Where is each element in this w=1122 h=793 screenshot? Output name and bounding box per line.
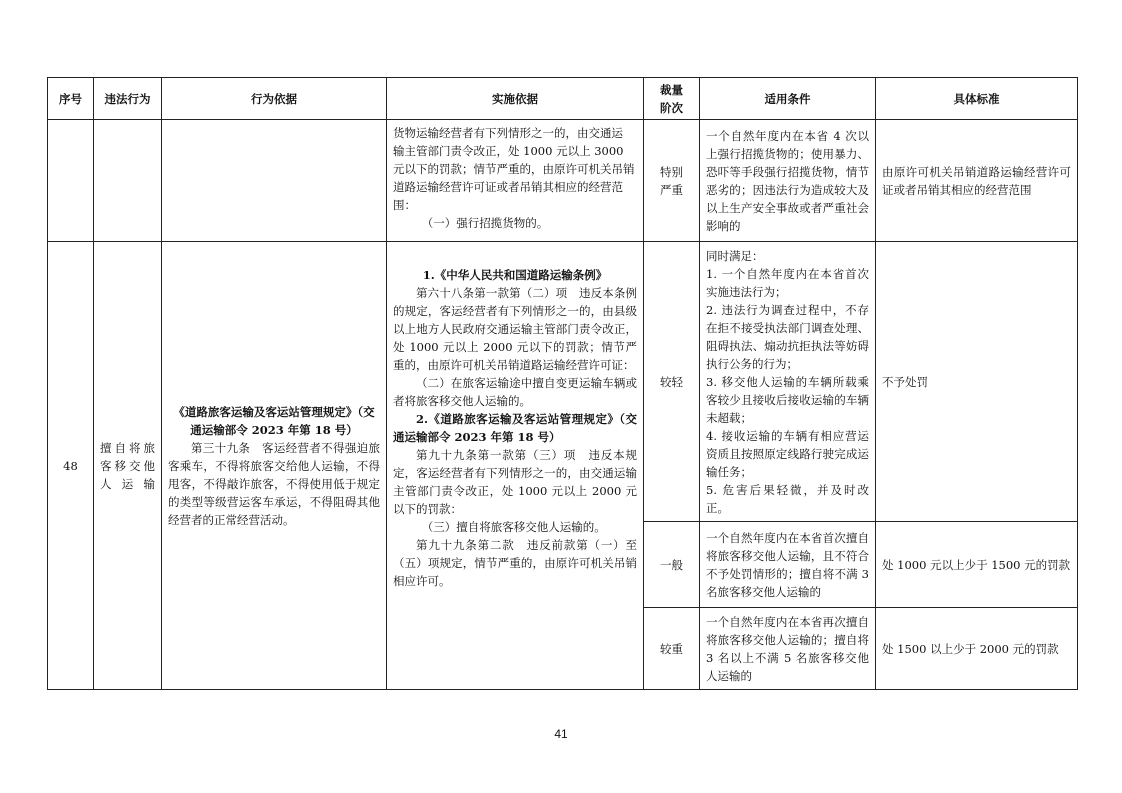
cont-impl-item: （一）强行招揽货物的。	[421, 216, 549, 230]
cont-level-text: 特别严重	[659, 164, 683, 197]
impl-text-3: 第九十九条第二款 违反前款第（一）至（五）项规定，情节严重的，由原许可机关吊销相应许可。	[393, 538, 637, 588]
impl-title-2: 2.《道路旅客运输及客运站管理规定》（交通运输部令 2023 年第 18 号）	[393, 412, 637, 444]
impl-text-1: 第六十八条第一款第（二）项 违反本条例的规定，客运经营者有下列情形之一的，由县级以上地方人民政府交通运输主管部门责令改正，处 1000 元以上 2000 元以下的罚款；情节严重的，由原许可机关吊销道路运输经营许可证：	[393, 286, 637, 372]
tier-2-condition: 一个自然年度内在本省首次擅自将旅客移交他人运输，且不符合不予处罚情形的；擅自将不满 3 名旅客移交他人运输的	[700, 522, 876, 608]
tier-2-level: 一般	[644, 522, 700, 608]
cont-no-cell	[48, 120, 94, 242]
header-row	[48, 78, 1078, 120]
tier-1-condition-line: 2. 违法行为调查过程中，不存在拒不接受执法部门调查处理、阻碍执法、煽动抗拒执法等妨碍执行公务的行为；	[706, 302, 869, 371]
cont-impl-line: 元以下的罚款；情节严重的，由原许可机关吊销	[393, 162, 635, 176]
continuation-row	[48, 120, 1078, 242]
tier-1-condition-line: 3. 移交他人运输的车辆所载乘客较少且接收后接收运输的车辆未超载；	[706, 374, 869, 425]
tier-1-condition-line: 5. 危害后果轻微，并及时改正。	[706, 482, 869, 515]
tier-1-level: 较轻	[644, 242, 700, 522]
header-level: 裁量阶次	[644, 78, 700, 120]
cont-condition-cell: 一个自然年度内在本省 4 次以上强行招揽货物的；使用暴力、恐吓等手段强行招揽货物，情节恶劣的；因违法行为造成较大及以上生产安全事故或者严重社会影响的	[700, 120, 876, 242]
tier-3-condition: 一个自然年度内在本省再次擅自将旅客移交他人运输的；擅自将 3 名以上不满 5 名旅客移交他人运输的	[700, 608, 876, 690]
cont-standard-cell: 由原许可机关吊销道路运输经营许可证或者吊销其相应的经营范围	[876, 120, 1078, 242]
row-48-violation: 擅自将旅客移交他人运输	[94, 242, 162, 690]
tier-2-standard: 处 1000 元以上少于 1500 元的罚款	[876, 522, 1078, 608]
cont-impl-line: 围：	[393, 198, 416, 212]
tier-1-condition-line: 4. 接收运输的车辆有相应营运资质且按照原定线路行驶完成运输任务；	[706, 428, 869, 479]
cont-impl-line: 货物运输经营者有下列情形之一的，由交通运	[393, 126, 623, 140]
tier-3-standard: 处 1500 以上少于 2000 元的罚款	[876, 608, 1078, 690]
row-48-implementation	[387, 242, 644, 690]
row-48-basis	[162, 242, 387, 690]
tier-1-condition-line: 同时满足：	[706, 248, 764, 263]
cont-level-cell	[644, 120, 700, 242]
cont-implementation-cell	[387, 120, 644, 242]
basis-text: 第三十九条 客运经营者不得强迫旅客乘车，不得将旅客交给他人运输，不得甩客，不得敲诈旅客，不得使用低于规定的类型等级营运客车承运，不得阻碍其他经营者的正常经营活动。	[168, 440, 380, 527]
header-violation: 违法行为	[94, 78, 162, 120]
tier-1-condition	[700, 242, 876, 522]
tier-3-level: 较重	[644, 608, 700, 690]
cont-impl-line: 输主管部门责令改正，处 1000 元以上 3000	[393, 144, 624, 158]
page-number: 41	[554, 727, 568, 741]
impl-title-1: 1.《中华人民共和国道路运输条例》	[422, 268, 608, 282]
basis-title: 《道路旅客运输及客运站管理规定》（交通运输部令 2023 年第 18 号）	[173, 404, 375, 437]
tier-1-standard: 不予处罚	[876, 242, 1078, 522]
row-48-no: 48	[48, 242, 94, 690]
cont-violation-cell	[94, 120, 162, 242]
penalty-standards-table	[47, 77, 1078, 690]
tier-1-condition-line: 1. 一个自然年度内在本省首次实施违法行为；	[706, 266, 869, 299]
header-standard: 具体标准	[876, 78, 1078, 120]
impl-text-2: 第九十九条第一款第（三）项 违反本规定，客运经营者有下列情形之一的，由交通运输主管部门责令改正，处 1000 元以上 2000 元以下的罚款：	[393, 448, 637, 516]
header-condition: 适用条件	[700, 78, 876, 120]
impl-item-1: （二）在旅客运输途中擅自变更运输车辆或者将旅客移交他人运输的。	[393, 376, 637, 408]
impl-item-2: （三）擅自将旅客移交他人运输的。	[421, 520, 606, 534]
header-no: 序号	[48, 78, 94, 120]
cont-impl-line: 道路运输经营许可证或者吊销其相应的经营范	[393, 180, 623, 194]
header-basis: 行为依据	[162, 78, 387, 120]
header-implementation: 实施依据	[387, 78, 644, 120]
cont-basis-cell	[162, 120, 387, 242]
row-48-tier-1	[48, 242, 1078, 522]
